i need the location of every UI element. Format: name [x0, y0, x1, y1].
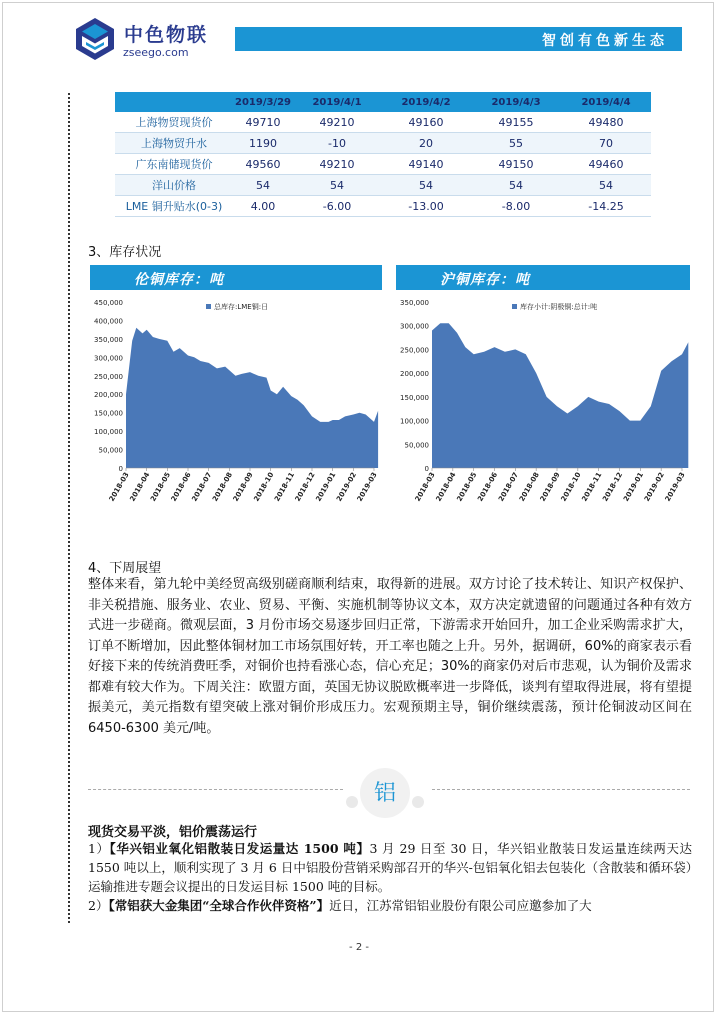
slogan: 智创有色新生态 [542, 33, 668, 49]
x-tick-label: 2018-12 [293, 471, 317, 503]
table-header-cell: 2019/4/2 [381, 92, 471, 112]
series-area [126, 328, 378, 468]
divider-line [88, 789, 343, 790]
news-item-title: 【常铝获大金集团“全球合作伙伴资格”】 [108, 898, 330, 913]
y-tick-label: 400,000 [94, 317, 123, 326]
table-cell: 上海物贸现货价 [115, 112, 233, 133]
divider-line [432, 789, 690, 790]
x-tick-label: 2018-08 [211, 471, 235, 503]
margin-dotted-rule [68, 93, 70, 923]
table-cell: 55 [471, 133, 561, 154]
table-cell: 54 [233, 175, 293, 196]
table-cell: 49150 [471, 154, 561, 175]
table-cell: -8.00 [471, 196, 561, 217]
table-header-cell: 2019/4/4 [561, 92, 651, 112]
news-item-text: 3 月 29 日至 30 日，华兴铝业散装日发运量连续两天达 1550 吨以上，顺利实现了 3 月 6 日中铝股份营销采购部召开的华兴-包铝氧化铝去包装化（含散装和循环袋）运输推进专题会议提出的日发运目标 1500 吨的目标。 [88, 841, 692, 894]
table-cell: 54 [561, 175, 651, 196]
shfe-copper-inventory-chart [396, 265, 690, 535]
y-tick-label: 350,000 [400, 299, 429, 307]
table-header-cell [115, 92, 233, 112]
outlook-paragraph: 整体来看，第九轮中美经贸高级别磋商顺利结束，取得新的进展。双方讨论了技术转让、知识产权保护、非关税措施、服务业、农业、贸易、平衡、实施机制等协议文本，双方决定就遗留的问题通过各种有效方式进一步磋商。微观层面，3 月份市场交易逐步回归正常，下游需求开始回升，加工企业采购需求扩大，订单不断增加，因此整体铜材加工市场氛围好转，开工率也随之上升。另外，据调研，60%的商家表示看好接下来的传统消费旺季，对铜价也持看涨心态，信心充足；30%的商家仍对后市悲观，认为铜价及需求都难有较大作为。下周关注：欧盟方面，英国无协议脱欧概率进一步降低，谈判有望取得进展，将有望提振美元，美元指数有望突破上涨对铜价形成压力。宏观预期主导，铜价继续震荡，预计伦铜波动区间在 6450-6300 美元/吨。 [88, 577, 692, 736]
y-tick-label: 50,000 [98, 446, 123, 455]
table-header-cell: 2019/3/29 [233, 92, 293, 112]
news-item-title: 【华兴铝业氧化铝散装日发运量达 1500 吨】 [109, 841, 370, 856]
news-headline: 现货交易平淡，铝价震荡运行 [88, 825, 258, 840]
x-tick-label: 2018-06 [169, 471, 193, 503]
table-cell: 49210 [293, 154, 381, 175]
news-item-number: 1） [88, 841, 110, 856]
table-cell: -13.00 [381, 196, 471, 217]
x-tick-label: 2018-10 [252, 471, 276, 503]
table-cell: 上海物贸升水 [115, 133, 233, 154]
y-tick-label: 100,000 [94, 428, 123, 437]
table-row [115, 175, 651, 196]
zseego-logo-icon [72, 16, 118, 62]
legend-swatch [512, 304, 517, 309]
table-header-cell: 2019/4/3 [471, 92, 561, 112]
table-cell: 49480 [561, 112, 651, 133]
table-cell: 1190 [233, 133, 293, 154]
logo-en-text: zseego.com [123, 46, 189, 59]
legend-label: 库存小计:阴极铜:总计:吨 [520, 303, 598, 311]
table-row [115, 154, 651, 175]
news-item-number: 2） [88, 898, 109, 913]
decor-dot [346, 796, 358, 808]
table-row [115, 133, 651, 154]
section-4-title: 4、下周展望 [88, 561, 162, 576]
y-tick-label: 350,000 [94, 335, 123, 344]
x-tick-label: 2018-04 [128, 471, 152, 503]
slogan-bar [235, 27, 682, 51]
table-cell: 49560 [233, 154, 293, 175]
table-header-row [115, 92, 651, 112]
chart-title-bar [90, 265, 382, 290]
table-cell: -6.00 [293, 196, 381, 217]
lme-copper-inventory-chart [90, 265, 382, 535]
legend-label: 总库存:LME铜:日 [214, 303, 269, 311]
y-tick-label: 50,000 [404, 441, 429, 450]
logo-cn-text: 中色物联 [124, 24, 209, 46]
x-tick-label: 2018-07 [190, 471, 214, 503]
news-item-text: 近日，江苏常铝铝业股份有限公司应邀参加了大 [329, 898, 592, 913]
chart-title-bar [396, 265, 690, 290]
table-cell: LME 铜升贴水(0-3) [115, 196, 233, 217]
x-tick-label: 2018-05 [149, 471, 173, 503]
y-tick-label: 150,000 [94, 409, 123, 418]
legend-swatch [206, 304, 211, 309]
x-tick-label: 2018-08 [517, 471, 541, 503]
series-area [432, 323, 688, 468]
news-list [88, 839, 692, 915]
page-number: - 2 - [349, 942, 369, 953]
x-tick-label: 2019-02 [642, 471, 666, 503]
y-tick-label: 150,000 [400, 393, 429, 402]
x-tick-label: 2018-03 [107, 471, 131, 503]
x-tick-label: 2018-03 [413, 471, 437, 503]
x-tick-label: 2019-01 [622, 471, 646, 503]
x-tick-label: 2018-07 [497, 471, 521, 503]
news-item [88, 839, 692, 896]
y-tick-label: 0 [118, 465, 123, 473]
x-tick-label: 2018-09 [538, 471, 562, 503]
y-tick-label: 250,000 [400, 346, 429, 355]
y-tick-label: 300,000 [94, 354, 123, 363]
chart-plot-area [396, 290, 690, 535]
x-tick-label: 2018-11 [580, 471, 604, 503]
x-tick-label: 2018-05 [455, 471, 479, 503]
y-tick-label: 100,000 [400, 417, 429, 426]
table-cell: 70 [561, 133, 651, 154]
table-cell: -14.25 [561, 196, 651, 217]
y-tick-label: 0 [424, 465, 429, 473]
table-row [115, 196, 651, 217]
table-cell: 49210 [293, 112, 381, 133]
y-tick-label: 250,000 [94, 372, 123, 381]
table-cell: 49155 [471, 112, 561, 133]
table-cell: 54 [293, 175, 381, 196]
table-cell: 广东南储现货价 [115, 154, 233, 175]
decor-dot [412, 796, 424, 808]
x-tick-label: 2018-06 [476, 471, 500, 503]
table-cell: 洋山价格 [115, 175, 233, 196]
x-tick-label: 2018-12 [601, 471, 625, 503]
table-cell: 49140 [381, 154, 471, 175]
table-cell: 20 [381, 133, 471, 154]
x-tick-label: 2019-03 [663, 471, 687, 503]
chart-title: 沪铜库存：吨 [440, 272, 530, 288]
x-tick-label: 2018-11 [273, 471, 297, 503]
news-item [88, 896, 692, 915]
x-tick-label: 2019-02 [335, 471, 359, 503]
x-tick-label: 2018-10 [559, 471, 583, 503]
section-3-title: 3、库存状况 [88, 245, 162, 260]
metal-label: 铝 [373, 781, 396, 806]
table-cell: 4.00 [233, 196, 293, 217]
x-tick-label: 2018-04 [434, 471, 458, 503]
table-row [115, 112, 651, 133]
chart-title: 伦铜库存：吨 [134, 272, 224, 288]
table-cell: -10 [293, 133, 381, 154]
chart-plot-area [90, 290, 382, 535]
x-tick-label: 2019-03 [355, 471, 379, 503]
y-tick-label: 300,000 [400, 322, 429, 331]
table-cell: 49460 [561, 154, 651, 175]
price-quote-table [115, 92, 651, 217]
table-cell: 54 [381, 175, 471, 196]
table-cell: 49710 [233, 112, 293, 133]
table-header-cell: 2019/4/1 [293, 92, 381, 112]
table-cell: 54 [471, 175, 561, 196]
x-tick-label: 2018-09 [231, 471, 255, 503]
y-tick-label: 200,000 [400, 370, 429, 379]
table-cell: 49160 [381, 112, 471, 133]
x-tick-label: 2019-01 [314, 471, 338, 503]
y-tick-label: 450,000 [94, 299, 123, 307]
y-tick-label: 200,000 [94, 391, 123, 400]
